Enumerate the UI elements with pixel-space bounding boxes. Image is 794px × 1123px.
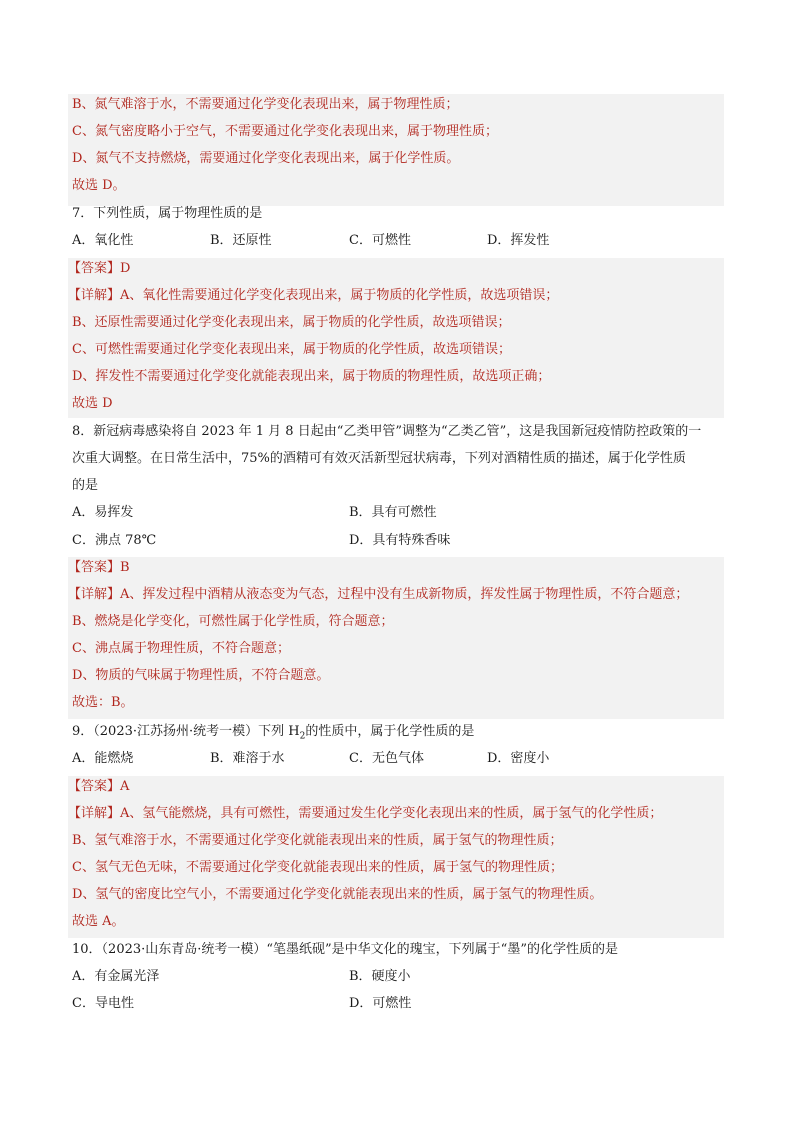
question-10-stem: 10．（2023·山东青岛·统考一模）“笔墨纸砚”是中华文化的瑰宝，下列属于“墨”的化学性质的是: [72, 942, 618, 957]
detail-8-line: [68, 586, 688, 604]
explain-line: B、氮气难溶于水，不需要通过化学变化表现出来，属于物理性质；: [72, 97, 459, 112]
detail-line: D、挥发性不需要通过化学变化就能表现出来，属于物质的物理性质，故选项正确；: [72, 369, 551, 384]
detail-line: 故选 A。: [72, 914, 125, 929]
q7-option-c: C．可燃性: [349, 233, 411, 248]
q7-option-a: A．氧化性: [72, 233, 134, 248]
answer-9-line: [68, 778, 129, 796]
detail-tag: 【详解】: [68, 587, 121, 602]
detail-line: C、可燃性需要通过化学变化表现出来，属于物质的化学性质，故选项错误；: [72, 342, 511, 357]
question-9-stem: [72, 723, 474, 741]
q10-option-b: B．硬度小: [349, 969, 411, 984]
detail-line: B、燃烧是化学变化，可燃性属于化学性质，符合题意；: [72, 614, 394, 629]
detail-line: B、氢气难溶于水，不需要通过化学变化就能表现出来的性质，属于氢气的物理性质；: [72, 833, 563, 848]
question-8-stem: 8．新冠病毒感染将自 2023 年 1 月 8 日起由“乙类甲管”调整为“乙类乙管”，这是我国新冠疫情防控政策的一: [72, 424, 702, 439]
answer-tag: 【答案】: [68, 560, 121, 575]
detail-9-line: [68, 805, 662, 823]
answer-8-block: [68, 557, 724, 719]
q9-option-d: D．密度小: [487, 751, 550, 766]
detail-7-line: [68, 287, 558, 305]
q9-option-b: B．难溶于水: [210, 751, 285, 766]
answer-value: A: [120, 779, 130, 794]
answer-8-line: [68, 559, 130, 577]
q7-option-b: B．还原性: [210, 233, 272, 248]
answer-tag: 【答案】: [68, 779, 121, 794]
question-7-stem: 7．下列性质，属于物理性质的是: [72, 206, 263, 221]
q10-option-d: D．可燃性: [349, 996, 412, 1011]
q9-option-a: A．能燃烧: [72, 751, 134, 766]
detail-line: C、氢气无色无味，不需要通过化学变化就能表现出来的性质，属于氢气的物理性质；: [72, 860, 563, 875]
answer-value: B: [120, 560, 130, 575]
answer-tag: 【答案】: [68, 261, 121, 276]
detail-line: D、氢气的密度比空气小，不需要通过化学变化就能表现出来的性质，属于氢气的物理性质。: [72, 887, 603, 902]
q8-option-b: B．具有可燃性: [349, 505, 437, 520]
q8-option-d: D．具有特殊香味: [349, 533, 451, 548]
question-8-stem: 的是: [72, 478, 99, 493]
explain-line: C、氮气密度略小于空气，不需要通过化学变化表现出来，属于物理性质；: [72, 124, 498, 139]
q7-option-d: D．挥发性: [487, 233, 550, 248]
detail-line: 故选：B。: [72, 695, 134, 710]
question-8-stem: 次重大调整。在日常生活中，75%的酒精可有效灭活新型冠状病毒，下列对酒精性质的描述，属于化学性质: [72, 451, 686, 466]
detail-tag: 【详解】: [68, 806, 121, 821]
detail-text: A、氧化性需要通过化学变化表现出来，属于物质的化学性质，故选项错误；: [120, 288, 559, 303]
detail-text: A、挥发过程中酒精从液态变为气态，过程中没有生成新物质，挥发性属于物理性质，不符合题意；: [120, 587, 689, 602]
detail-text: A、氢气能燃烧，具有可燃性，需要通过发生化学变化表现出来的性质，属于氢气的化学性质；: [120, 806, 663, 821]
detail-line: B、还原性需要通过化学变化表现出来，属于物质的化学性质，故选项错误；: [72, 315, 511, 330]
q10-option-c: C．导电性: [72, 996, 134, 1011]
q9-option-c: C．无色气体: [349, 751, 424, 766]
explain-line: D、氮气不支持燃烧，需要通过化学变化表现出来，属于化学性质。: [72, 151, 460, 166]
explain-line: 故选 D。: [72, 178, 126, 193]
detail-tag: 【详解】: [68, 288, 121, 303]
answer-value: D: [120, 261, 131, 276]
q8-option-a: A．易挥发: [72, 505, 134, 520]
stem-text: 9．（2023·江苏扬州·统考一模）下列 H: [72, 724, 300, 739]
subscript: 2: [299, 731, 306, 742]
q8-option-c: C．沸点 78℃: [72, 533, 157, 548]
q10-option-a: A．有金属光泽: [72, 969, 160, 984]
stem-text: 的性质中，属于化学性质的是: [305, 724, 475, 739]
answer-7-block: [68, 258, 724, 418]
detail-line: 故选 D: [72, 396, 113, 411]
answer-7-line: [68, 260, 130, 278]
answer-9-block: [68, 776, 724, 938]
detail-line: C、沸点属于物理性质，不符合题意；: [72, 641, 290, 656]
detail-line: D、物质的气味属于物理性质，不符合题意。: [72, 668, 330, 683]
